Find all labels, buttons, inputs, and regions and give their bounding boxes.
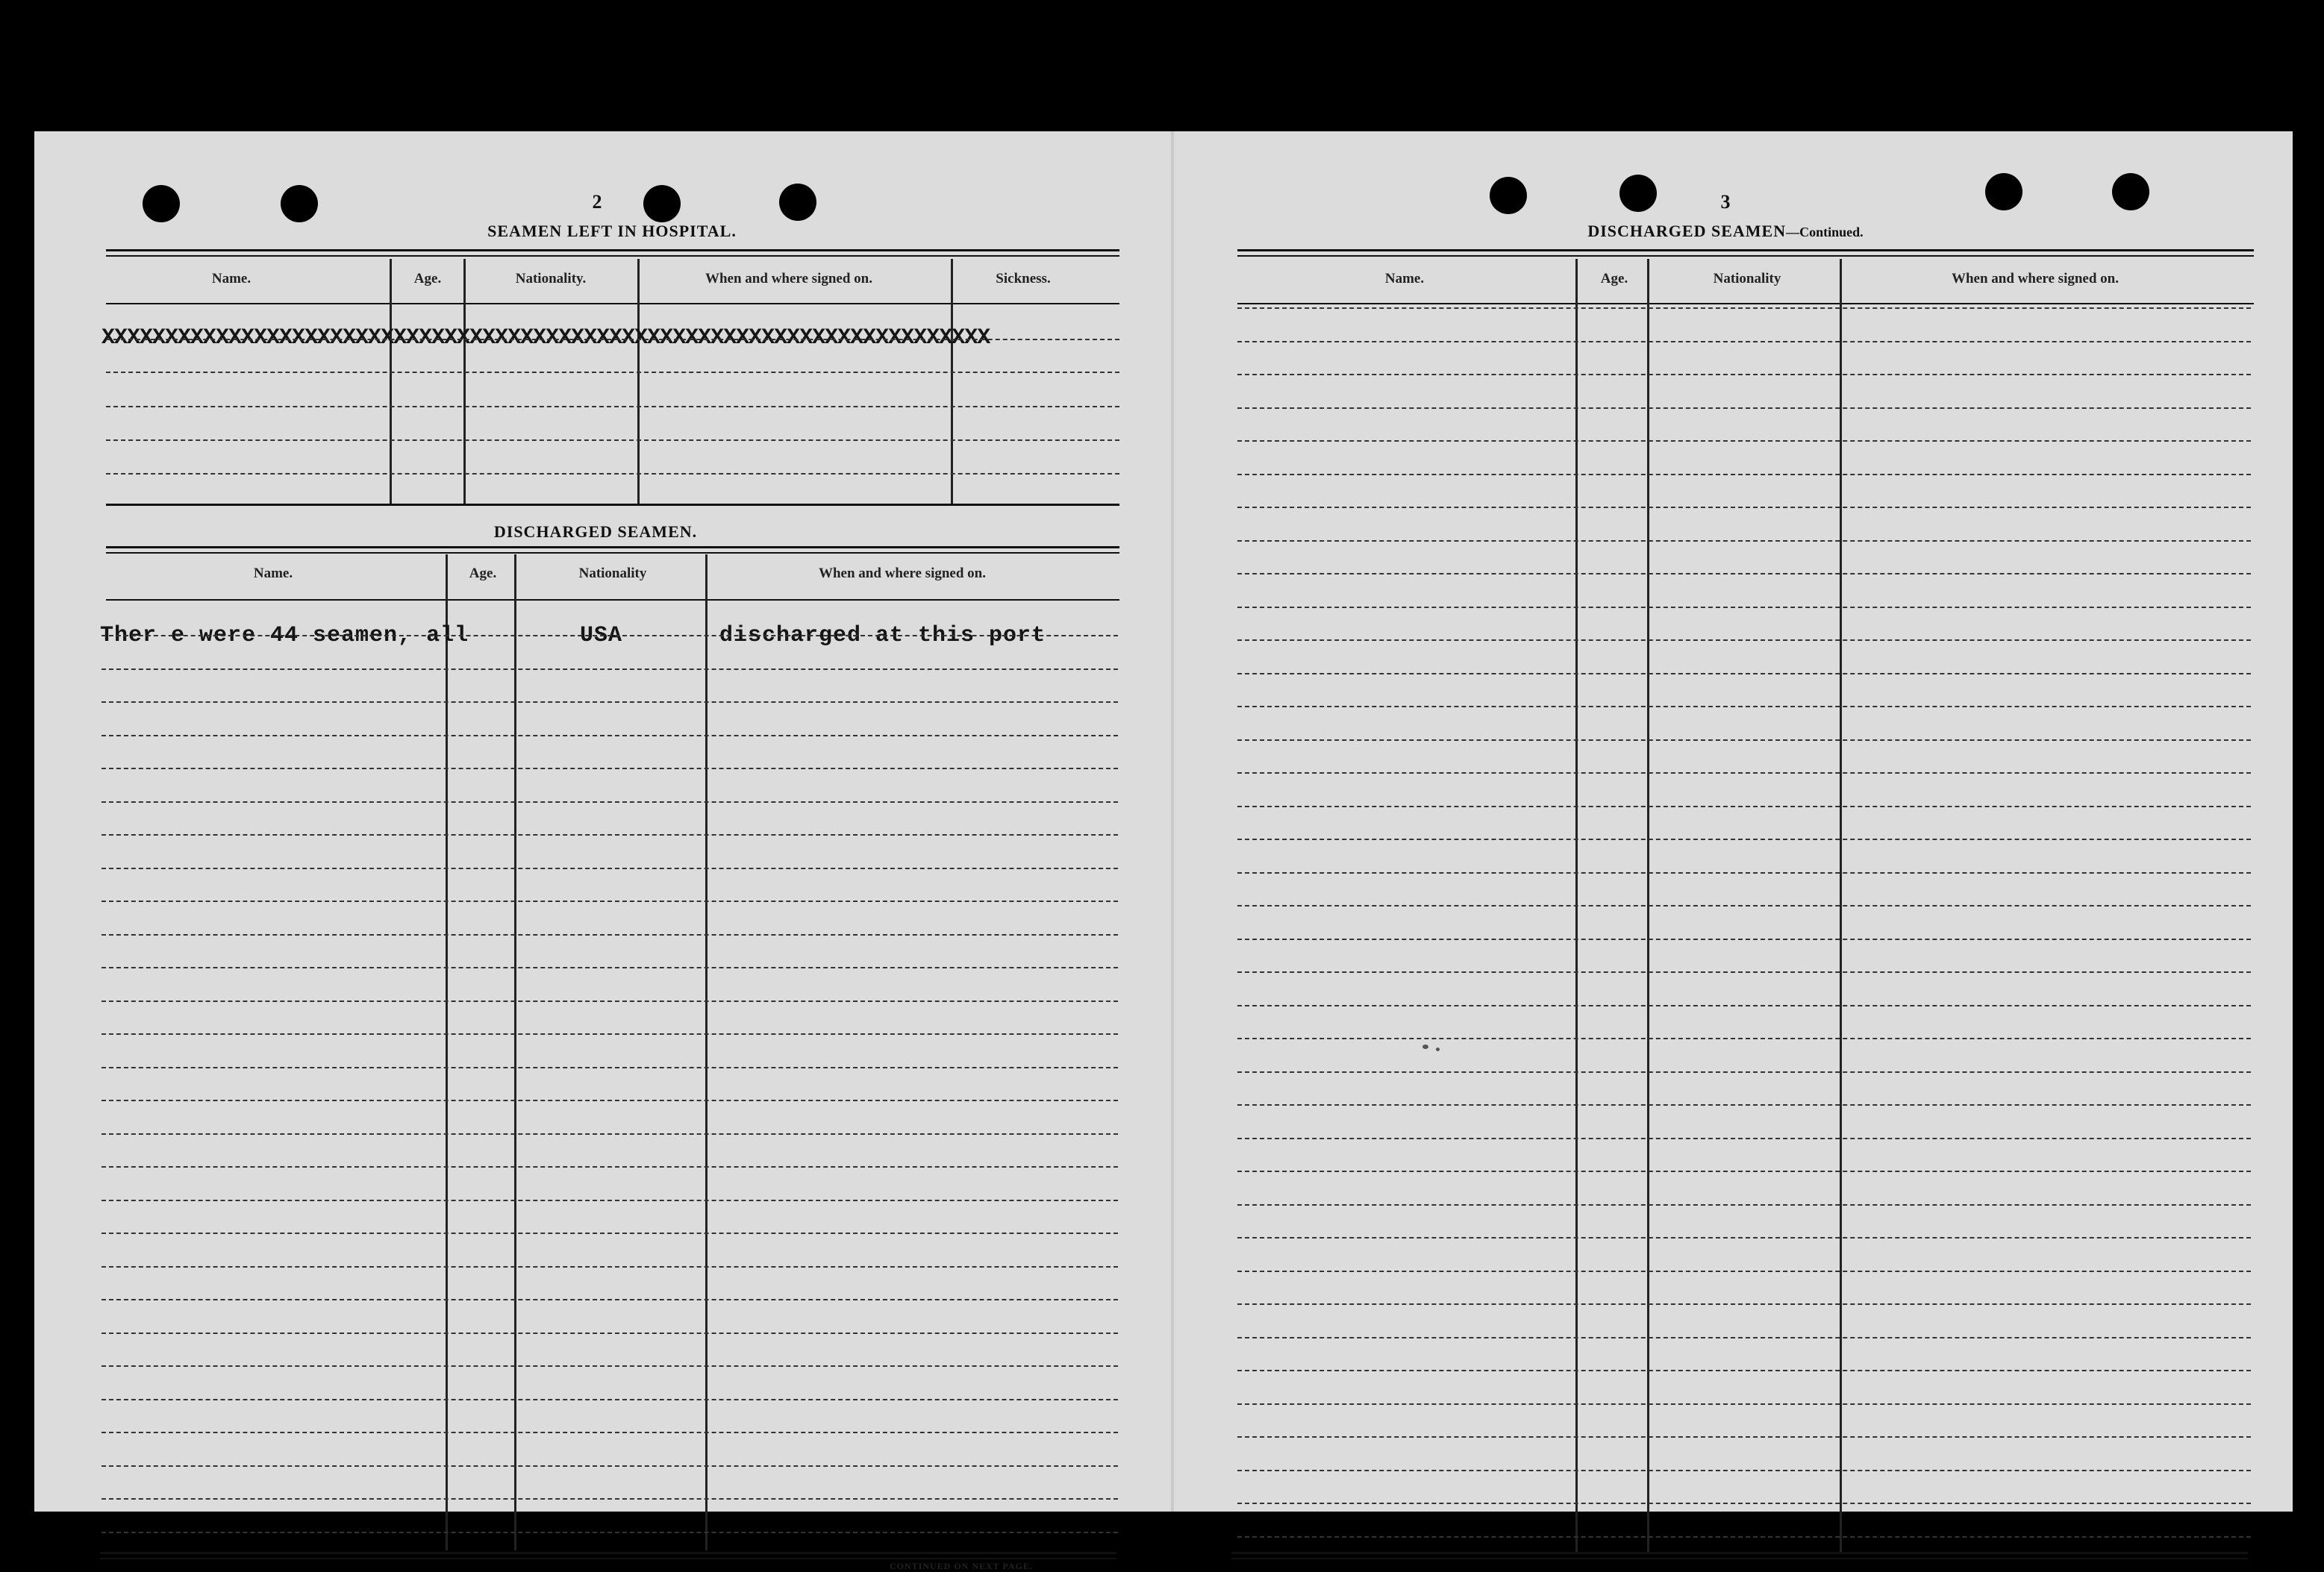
entry-line [101, 834, 1118, 836]
punch-hole [281, 185, 318, 222]
entry-line [101, 1399, 1118, 1400]
entry-line [1237, 407, 2251, 409]
entry-line [1237, 971, 2251, 973]
discharged-section-title: DISCHARGED SEAMEN. [493, 522, 698, 541]
entry-line [101, 1100, 1118, 1101]
discharged-row-nationality: USA [580, 623, 623, 648]
entry-line [1237, 739, 2251, 741]
continued-col-age: Age. [1600, 271, 1628, 286]
page-fold [1171, 131, 1174, 1512]
entry-line [1237, 905, 2251, 906]
hospital-col-sickness: Sickness. [996, 271, 1051, 286]
entry-line [1237, 872, 2251, 874]
discharged-col-signed-on: When and where signed on. [818, 566, 987, 581]
column-rule [390, 259, 392, 504]
entry-line [1237, 540, 2251, 542]
entry-line [1237, 1403, 2251, 1405]
entry-line [1237, 474, 2251, 475]
rule [106, 504, 1119, 506]
hospital-col-nationality: Nationality. [515, 271, 587, 286]
entry-line [101, 1432, 1118, 1433]
entry-line [1237, 307, 2251, 309]
entry-line [1237, 639, 2251, 641]
punch-hole [1619, 175, 1657, 212]
entry-line [1237, 440, 2251, 442]
rule [100, 1558, 1116, 1559]
entry-line [1237, 1303, 2251, 1305]
rule [106, 249, 1119, 251]
entry-line [1237, 1038, 2251, 1039]
entry-line [101, 901, 1118, 902]
rule [100, 1552, 1116, 1554]
punch-hole [2112, 173, 2149, 210]
rule [1231, 1552, 2248, 1554]
entry-line [101, 735, 1118, 736]
column-rule [463, 259, 466, 504]
entry-line [1237, 1237, 2251, 1239]
punch-hole [779, 184, 816, 221]
entry-line [1237, 706, 2251, 707]
entry-line [101, 1365, 1118, 1367]
ledger-sheet [34, 131, 2293, 1571]
entry-line [1237, 939, 2251, 940]
column-rule [705, 554, 707, 1550]
entry-line [101, 1200, 1118, 1201]
entry-line [101, 635, 1118, 636]
continued-col-signed-on: When and where signed on. [1951, 271, 2120, 286]
entry-line [101, 1000, 1118, 1002]
entry-line [1237, 1436, 2251, 1438]
continued-note: CONTINUED ON NEXT PAGE. [890, 1561, 1033, 1571]
entry-line [1237, 1104, 2251, 1106]
entry-line [101, 1266, 1118, 1268]
entry-line [1237, 1470, 2251, 1471]
entry-line [106, 439, 1119, 441]
entry-line [106, 473, 1119, 475]
discharged-row-name: Ther e were 44 seamen, all [100, 623, 469, 648]
entry-line [1237, 1005, 2251, 1006]
continued-col-name: Name. [1384, 271, 1425, 286]
entry-line [101, 1166, 1118, 1168]
entry-line [1237, 772, 2251, 774]
rule [106, 255, 1119, 257]
entry-line [101, 967, 1118, 968]
entry-line [1237, 607, 2251, 608]
discharged-col-nationality: Nationality [578, 566, 647, 581]
continued-col-nationality: Nationality [1713, 271, 1781, 286]
rule [1231, 1558, 2248, 1559]
discharged-col-age: Age. [469, 566, 497, 581]
page-number-right: 3 [1720, 191, 1731, 213]
entry-line [1237, 1171, 2251, 1172]
entry-line [101, 801, 1118, 803]
hospital-col-age: Age. [413, 271, 442, 286]
entry-line [101, 1299, 1118, 1300]
entry-line [101, 868, 1118, 869]
punch-hole [1490, 177, 1527, 214]
entry-line [106, 339, 1119, 340]
entry-line [101, 1067, 1118, 1068]
rule [106, 552, 1119, 554]
entry-line [101, 1532, 1118, 1533]
entry-line [101, 1465, 1118, 1467]
rule [1237, 249, 2254, 251]
entry-line [1237, 839, 2251, 840]
entry-line [101, 1033, 1118, 1035]
entry-line [1237, 341, 2251, 342]
entry-line [1237, 1138, 2251, 1139]
entry-line [1237, 1271, 2251, 1272]
column-rule [446, 554, 448, 1550]
entry-line [1237, 1370, 2251, 1371]
entry-line [1237, 507, 2251, 508]
entry-line [106, 406, 1119, 407]
rule [106, 599, 1119, 601]
page-number-left: 2 [592, 191, 602, 213]
rule [1237, 303, 2254, 304]
entry-line [1237, 374, 2251, 375]
rule [106, 546, 1119, 548]
hospital-col-name: Name. [211, 271, 252, 286]
column-rule [637, 259, 640, 504]
entry-line [101, 1233, 1118, 1234]
entry-line [1237, 1337, 2251, 1338]
struck-out-entry: XXXXXXXXXXXXXXXXXXXXXXXXXXXXXXXXXXXXXXXXXXXXXXXXXXXXXXXXXXXXXXXXXXXXXX [101, 325, 990, 351]
entry-line [101, 934, 1118, 936]
continued-title-suffix: —Continued. [1786, 225, 1864, 239]
punch-hole [643, 185, 681, 222]
entry-line [101, 701, 1118, 703]
entry-line [1237, 1204, 2251, 1206]
hospital-section-title: SEAMEN LEFT IN HOSPITAL. [487, 222, 737, 240]
discharged-row-signed-on: discharged at this port [719, 623, 1046, 648]
entry-line [106, 372, 1119, 373]
column-rule [514, 554, 516, 1550]
ink-speck [1436, 1048, 1440, 1051]
entry-line [1237, 806, 2251, 807]
entry-line [1237, 573, 2251, 574]
entry-line [1237, 1071, 2251, 1073]
continued-title-main: DISCHARGED SEAMEN [1587, 222, 1787, 240]
entry-line [1237, 673, 2251, 674]
rule [106, 303, 1119, 304]
entry-line [1237, 1503, 2251, 1504]
rule [1237, 255, 2254, 257]
entry-line [101, 768, 1118, 769]
entry-line [101, 1133, 1118, 1135]
entry-line [101, 1333, 1118, 1334]
punch-hole [1985, 173, 2022, 210]
column-rule [951, 259, 953, 504]
punch-hole [143, 185, 180, 222]
discharged-col-name: Name. [253, 566, 293, 581]
entry-line [101, 1498, 1118, 1500]
continued-section-title [1587, 222, 1863, 241]
entry-line [101, 668, 1118, 670]
entry-line [1237, 1536, 2251, 1538]
hospital-col-signed-on: When and where signed on. [705, 271, 873, 286]
ink-speck [1422, 1045, 1428, 1049]
